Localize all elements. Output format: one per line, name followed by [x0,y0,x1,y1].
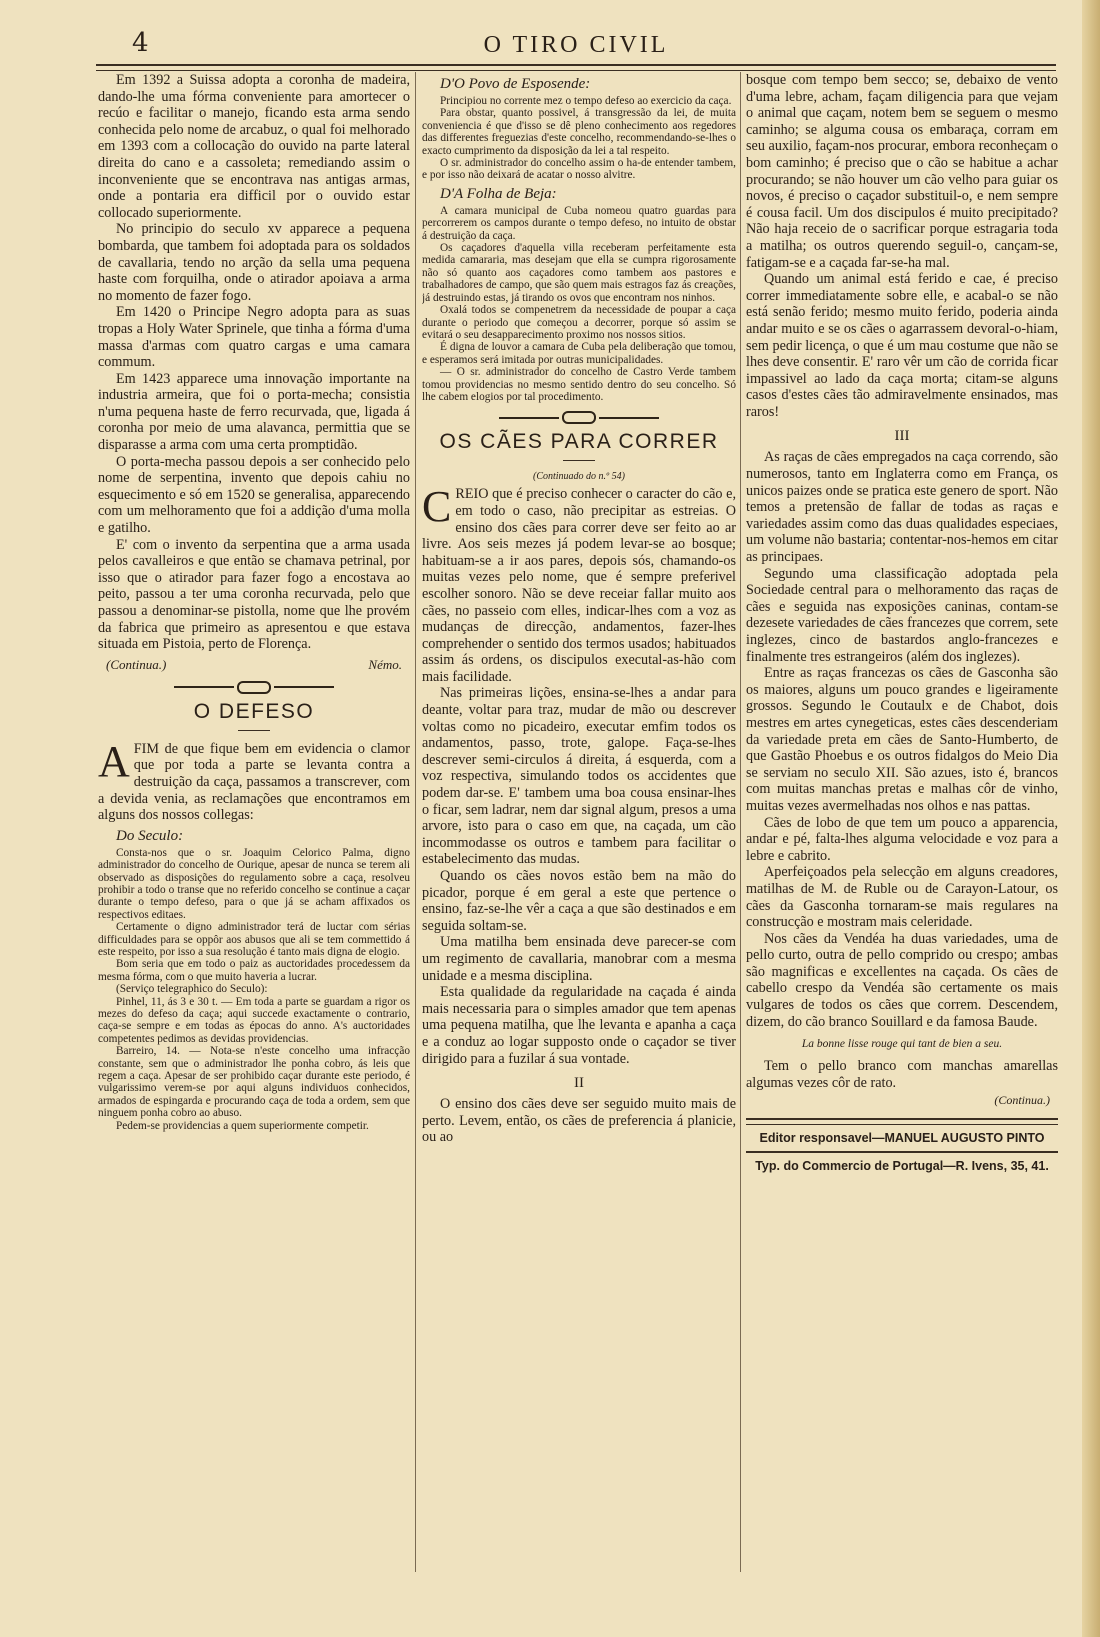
column-3 [746,72,1058,1582]
source-heading: D'A Folha de Beja: [440,185,557,202]
paragraph: O sr. administrador do concelho assim o ha-de entender tambem, e por isso não deixará de acatar o nosso alvitre. [422,157,736,182]
paragraph: Em 1420 o Principe Negro adopta para as suas tropas a Holy Water Sprinele, que tinha a fórma d'uma massa d'armas com quatro cargas e uma camara commum. [98,304,410,371]
paragraph: (Serviço telegraphico do Seculo): [116,983,268,996]
paragraph: O ensino dos cães deve ser seguido muito mais de perto. Levem, então, os cães de preferencia á planicie, ou ao [422,1096,736,1146]
paragraph: É digna de louvor a camara de Cuba pela deliberação que tomou, e esperamos será imitada por outras municipalidades. [422,341,736,366]
column-divider [740,72,741,1572]
column-divider [415,72,416,1572]
footer-rule [746,1151,1058,1153]
paragraph: Bom seria que em todo o paiz as auctoridades procedessem da mesma fórma, com o que muito haveria a lucrar. [98,958,410,983]
paragraph: — O sr. administrador do concelho de Castro Verde tambem tomou providencias no mesmo sentido dentro do seu concelho. Só lhe cabem elogios por tal procedimento. [422,366,736,403]
paragraph: Pedem-se providencias a quem superiormente competir. [116,1119,369,1132]
printer-line: Typ. do Commercio de Portugal—R. Ivens, 35, 41. [755,1159,1049,1174]
section-title: O DEFESO [193,699,315,723]
header-rule [96,64,1056,71]
paragraph: Esta qualidade da regularidade na caçada é ainda mais necessaria para o simples amador que tem apenas uma pequena matilha, que lhe levanta e apanha a caça e a conduz ao logar supposto onde o caçador se tiver dirigido para a fuzilar á sua vontade. [422,984,736,1067]
source-heading: Do Seculo: [116,827,184,844]
intro-text: FIM de que fique bem em evidencia o clamor que por toda a parte se levanta contra a destruição da caça, passamos a transcrever, com a devida venia, as reclamações que encontramos em alguns dos nossos collegas: [98,740,410,824]
short-rule [238,730,270,731]
paragraph: Em 1423 apparece uma innovação importante na industria armeira, que foi o porta-mecha; consistia n'uma pequena haste de ferro recurvada, que, ligada á coronha por meio de uma alavanca, permittia que se disparasse a arma com uma certa promptidão. [98,370,410,454]
running-title: O TIRO CIVIL [483,32,669,58]
author-signature: Némo. [368,656,402,672]
paragraph: E' com o invento da serpentina que a arma usada pelos cavalleiros e que então se chamava petrinal, por isso que o atirador para fazer fogo a encostava ao peito, passou a ter uma coronha recurvada, pelo que passou a denominar-se pistolla, nome que lhe provém da fabrica que primeiro as apresentou e que estava situada em Pistoia, perto de Florença. [98,536,410,653]
intro-text: REIO que é preciso conhecer o caracter do cão e, em todo o caso, não precipitar as estreias. O ensino dos cães para correr deve ser feito ao ar livre. Aos seis mezes já podem levar-se ao bosque; habituam-se a ir aos pares, depois sós, chamando-os muitas vezes pelo nome, que é sempre preferivel escolher sonoro. Não se deve receiar fallar muito aos cães, no passeio com elles, indicar-lhes com a voz as mudanças de direcção, andamentos, fazer-lhes comprehender o sentido dos termos usados; habituados assim ás ordens, os discipulos executal-as-hão com mais facilidade. [422,486,736,685]
footer-rule [746,1118,1058,1125]
paragraph [98,736,410,824]
paragraph: Pinhel, 11, ás 3 e 30 t. — Em toda a parte se guardam a rigor os mezes do defeso da caça; aqui succede exactamente o contrario, caça-se sempre e em todas as épocas do anno. A's auctoridades competentes pedimos as devidas providencias. [98,995,410,1045]
paragraph [422,482,736,685]
section-number: II [574,1075,584,1092]
paragraph: Aperfeiçoados pela selecção em alguns creadores, matilhas de M. de Ruble ou de Carayon-Latour, os cães da Gasconha tornaram-se mais regulares na construcção e mostram mais celeridade. [746,864,1058,931]
continua-note: (Continua.) [994,1093,1050,1108]
quotation: La bonne lisse rouge qui tant de bien a seu. [801,1038,1003,1051]
section-title: OS CÃES PARA CORRER [439,430,719,454]
paragraph: Barreiro, 14. — Nota-se n'este concelho uma infracção constante, sem que o administrador lhe ponha cobro, ás leis que regem a caça. Apesar de ser prohibido caçar durante este periodo, é vulgarissimo verem-se por aqui alguns individuos conhecidos, armados de espingarda e procurando caça de toda a ordem, sem que ninguem ponha cobro ao abuso. [98,1045,410,1120]
page-header [96,28,1056,64]
section-number: III [894,428,910,445]
paragraph: As raças de cães empregados na caça correndo, são numerosos, tanto em Inglaterra como em França, os unicos paizes onde se pratica este genero de sport. Não temos a pretensão de fallar de todas as raças e variedades assim como das duas qualidades especiaes, um volume não bastaria; contentar-nos-hemos em citar as principaes. [746,449,1058,566]
paragraph: Certamente o digno administrador terá de luctar com sérias difficuldades para se oppôr aos abusos que ali se tem commettido á este respeito, por isso a sua resolução é tanto mais digna de elogio. [98,921,410,958]
short-rule [563,460,595,461]
ornament-divider [422,411,736,424]
source-heading: D'O Povo de Esposende: [440,76,591,92]
editor-line: Editor responsavel—MANUEL AUGUSTO PINTO [759,1131,1045,1146]
paragraph: Para obstar, quanto possivel, á transgressão da lei, de muita conveniencia é que d'isso se dê pleno conhecimento aos regedores das differentes freguezias d'este concelho, recommendando-se-lhes o exacto cumprimento da disposição da lei a tal respeito. [422,107,736,157]
continuation-note: (Continuado do n.º 54) [533,471,625,483]
paragraph: O porta-mecha passou depois a ser conhecido pelo nome de serpentina, invento que depois cahiu no esquecimento e só em 1520 se generalisa, apparecendo com um melhoramento que foi a addição d'uma molla e gatilho. [98,453,410,537]
paragraph: bosque com tempo bem secco; se, debaixo de vento d'uma lebre, acham, façam diligencia para que vejam o animal que caçam, notem bem se seguem o mesmo caminho; se alguma cousa os embaraça, corram em seu auxilio, façam-nos procurar, embora reconheçam o bom caminho; é preciso que o cão se habitue a achar procurando; se não houver um cão velho para guiar os novos, é preciso o caçador substituil-o, e nem sempre é cousa facil. Um dos discipulos é muito precipitado? Não haja receio de o sacrificar porque estragaria toda a matilha; os outros querendo seguil-o, cançam-se, fatigam-se e a caçada far-se-ha mal. [746,72,1058,271]
page-edge [1082,0,1100,1637]
paragraph: Em 1392 a Suissa adopta a coronha de madeira, dando-lhe uma fórma conveniente para amortecer o recúo e facilitar o manejo, ficando esta arma sendo conhecida pelo nome de arcabuz, o qual foi melhorado em 1393 com a collocação do ouvido na parte lateral direita do cano e a cassoleta; remediando assim o inconveniente que se encontrava nas antigas armas, onde a pontaria era difficil por o ouvido estar collocado superiormente. [98,72,410,221]
paragraph: Oxalá todos se compenetrem da necessidade de poupar a caça durante o periodo que começou a decorrer, porque só assim se evitará o seu desapparecimento proximo nos nossos sitios. [422,304,736,341]
paragraph: Nos cães da Vendéa ha duas variedades, uma de pello curto, outra de pello comprido ou crespo; ambas são magnificas e excellentes na caçada. Os cães de cabello crespo da Vendéa são certamente os mais vulgares de todos os cães que correm. Descendem, dizem, do cão branco Souillard e da famosa Baude. [746,930,1058,1030]
paragraph: Consta-nos que o sr. Joaquim Celorico Palma, digno administrador do concelho de Ourique, apesar de nunca se terem ali observado as disposições do regulamento sobre a caça, resolveu prohibir a todo o transe que no referido concelho se continue a caçar durante o tempo defeso, para o que já se acham affixados os respectivos editaes. [98,846,410,921]
drop-cap: C [422,482,452,532]
drop-cap: A [98,736,130,786]
page-number: 4 [132,28,150,58]
signature-row [98,657,410,673]
paragraph: No principio do seculo xv apparece a pequena bombarda, que tambem foi adoptada para os soldados de cavallaria, tendo no arção da sella uma pequena haste com forquilha, onde o atirador apoiava a arma no momento de fazer fogo. [98,221,410,304]
paragraph: A camara municipal de Cuba nomeou quatro guardas para percorrerem os campos durante o tempo defeso, no intuito de obstar á destruição da caça. [422,204,736,242]
paragraph: Tem o pello branco com manchas amarellas algumas vezes côr de rato. [746,1058,1058,1091]
paragraph: Quando os cães novos estão bem na mão do picador, porque é em geral a este que pertence o ensino, faz-se-lhe vêr a caça a que são destinados e em seguida soltam-se. [422,868,736,934]
paragraph: Segundo uma classificação adoptada pela Sociedade central para o melhoramento das raças de cães e seguida nas exposições caninas, contam-se dezesete variedades de cães francezes que correm, sete inglezes, cinco de bastardos anglo-francezes e finalmente tres estrangeiros (além dos inglezes). [746,565,1058,665]
paragraph: Entre as raças francezas os cães de Gasconha são os maiores, alguns um pouco grandes e ligeiramente grossos. Segundo le Coutaulx e de Chabot, dois mestres em artes cynegeticas, estes cães descenderiam da variedade preta em cães de Santo-Humberto, de que Gastão Phoebus e os outros fidalgos do Meio Dia se serviam no seculo XII. São azues, isto é, brancos com muitas manchas pretas e malhas côr de vinho, muitas vezes avermelhadas nos olhos e nas pattas. [746,665,1058,814]
continua-note: (Continua.) [106,656,167,672]
paragraph: Os caçadores d'aquella villa receberam perfeitamente esta medida camararia, mas desejam que ella se cumpra rigorosamente não só quanto aos caçadores como tambem aos pastores e trabalhadores de campo, que são quem mais estragos faz ás creações, já destruindo estas, já tirando os ovos que encontram nos ninhos. [422,242,736,304]
column-2 [422,72,736,1582]
column-1 [98,72,410,1582]
paragraph: Cães de lobo de que tem um pouco a apparencia, andar e pé, falta-lhes alguma velocidade e voz para a lebre e cabrito. [746,814,1058,864]
paragraph: Nas primeiras lições, ensina-se-lhes a andar para deante, voltar para traz, mudar de mão ou descrever voltas como no picadeiro, executar emfim todos os andamentos, passo, trote, galope. Faça-se-lhes descrever semi-circulos á direita, á esquerda, com a voz respectiva, simulando todos os accidentes que podem dar-se. E' tambem uma boa cousa ensinar-lhes o ficar, sem ladrar, nem dar signal algum, presos a uma arvore, isto para o caso em que, na caçada, um cão incommodasse os outros e tambem para facilitar o estabelecimento das mudas. [422,685,736,868]
ornament-divider [98,681,410,694]
paragraph: Principiou no corrente mez o tempo defeso ao exercicio da caça. [440,95,732,107]
paragraph: Quando um animal está ferido e cae, é preciso correr immediatamente sobre elle, e acabal-o se não está senão ferido; mesmo muito ferido, poderia ainda andar muito e se os cães o agarrassem devoral-o-hiam, sem pedir licença, o que é um mau costume que não se lhes deve consentir. E' raro vêr um cão de corrida ficar impassivel ao lado da caça morta; citam-se alguns casos d'estes cães tão admiravelmente ensinados, mas raros! [746,271,1058,420]
paragraph: Uma matilha bem ensinada deve parecer-se com um regimento de cavallaria, manobrar com a mesma unidade e a mesma disciplina. [422,934,736,984]
